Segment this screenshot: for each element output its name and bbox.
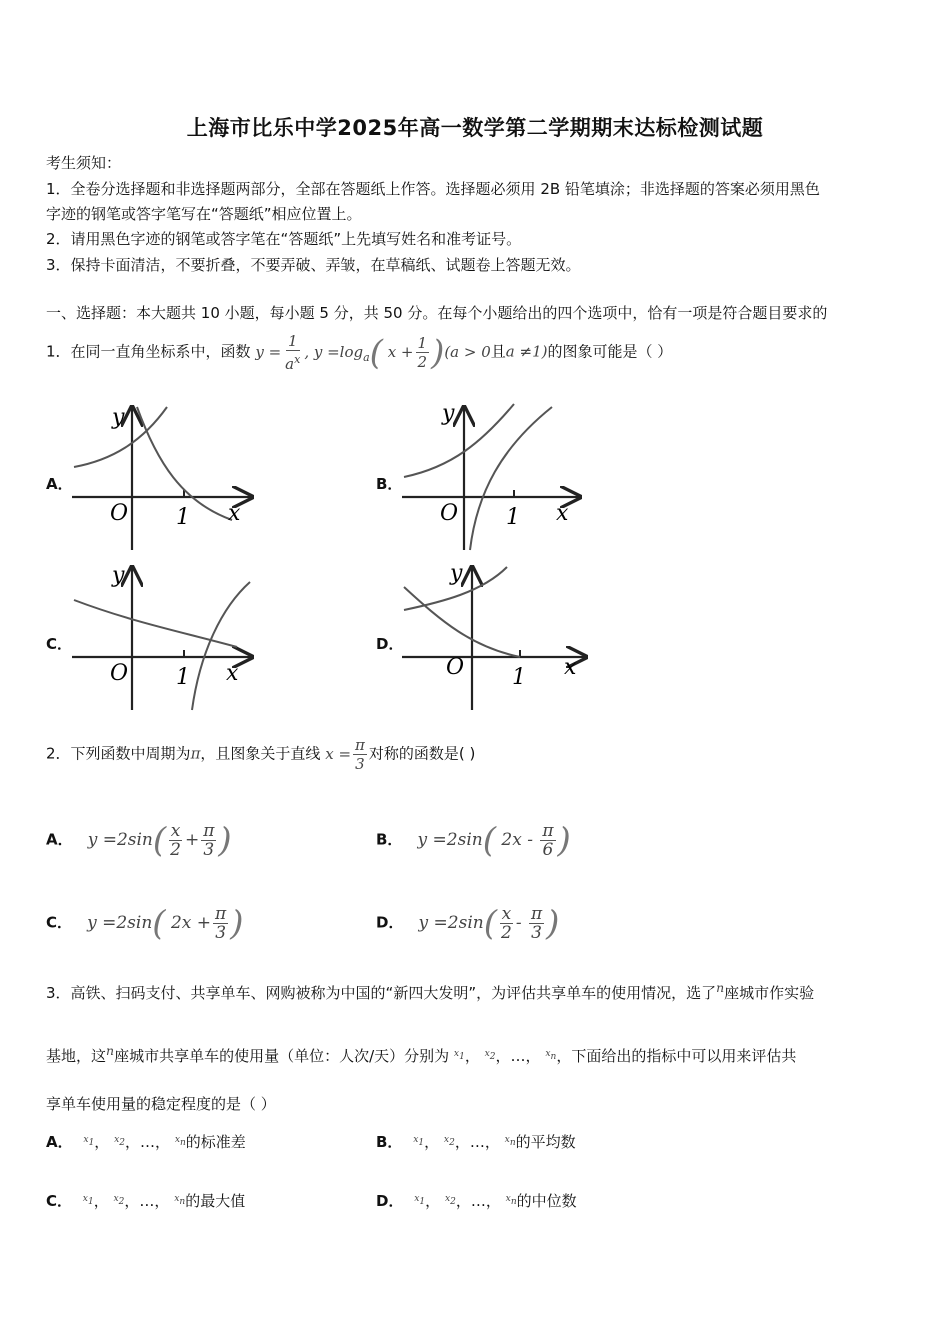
tick-one-label: 1 (176, 665, 190, 690)
q3-option-c: C． $^{x1}$， $^{x2}$，…， $^{xn}$的最大值 (46, 1192, 246, 1210)
y-axis-label: y (112, 405, 125, 430)
question-1 (46, 332, 672, 373)
tick-one-label: 1 (506, 505, 520, 530)
x-sequence: x1 (453, 1048, 465, 1063)
pi-symbol: π (190, 744, 201, 763)
n-variable: n (106, 1043, 115, 1058)
q2-formula-a: y =2sin( $\frac{x}{2}$ + $\frac{\pi}{3}$ ) (87, 820, 232, 860)
q2-option-c-label: C． (46, 913, 73, 932)
q2-option-b (376, 820, 571, 860)
q3-option-a: A． $^{x1}$， $^{x2}$，…， $^{xn}$的标准差 (46, 1133, 246, 1151)
question-2 (46, 736, 475, 773)
q1-graph-a (72, 402, 262, 552)
n-variable: n (716, 980, 725, 995)
x-axis-label: x (226, 661, 239, 686)
origin-label: O (110, 661, 129, 686)
q1-option-a-label: A． (46, 475, 73, 493)
q3-option-d: D． $^{x1}$， $^{x2}$，…， $^{xn}$的中位数 (376, 1192, 577, 1210)
notice-heading: 考生须知： (46, 154, 122, 172)
question-2-post: 对称的函数是( ) (368, 744, 476, 763)
page-title: 上海市比乐中学2025年高一数学第二学期期末达标检测试题 (186, 116, 764, 140)
tick-one-label: 1 (512, 665, 526, 690)
y-axis-label: y (442, 402, 455, 426)
q2-formula-b: y =2sin( 2x - $\frac{\pi}{6}$ ) (417, 820, 571, 860)
tick-one-label: 1 (176, 505, 190, 530)
y-axis-label: y (112, 563, 125, 588)
question-3-line-1: 3．高铁、扫码支付、共享单车、网购被称为中国的“新四大发明”，为评估共享单车的使用情况，选了$^n$座城市作实验 (46, 980, 815, 1002)
x-axis-label: x (564, 655, 577, 680)
notice-line-2: 2．请用黑色字迹的钢笔或答字笔在“答题纸”上先填写姓名和准考证号。 (46, 230, 522, 248)
q2-option-c (46, 903, 243, 943)
q3-option-b: B． $^{x1}$， $^{x2}$，…， $^{xn}$的平均数 (376, 1133, 576, 1151)
q1-graph-b (402, 402, 592, 552)
question-1-number: 1． (46, 342, 71, 361)
section-1-heading: 一、选择题：本大题共 10 小题，每小题 5 分，共 50 分。在每个小题给出的四个选项中，恰有一项是符合题目要求的 (46, 304, 828, 322)
q2-option-d (376, 903, 559, 943)
x-axis-label: x (228, 501, 241, 526)
q1-graph-c (72, 562, 262, 712)
q1-option-b-label: B． (376, 475, 403, 493)
q2-line-formula: x = $\frac{\pi}{3}$ (325, 736, 365, 773)
question-3-line-2: 基地，这$^n$座城市共享单车的使用量（单位：人次/天）分别为 $^{x1}$， $^{x2}$，…， $^{xn}$，下面给出的指标中可以用来评估共 (46, 1043, 797, 1065)
q2-option-a (46, 820, 232, 860)
q1-graph-d (402, 562, 592, 712)
question-3-number: 3． (46, 984, 71, 1002)
question-1-pre: 在同一直角坐标系中，函数 (70, 342, 251, 361)
origin-label: O (110, 501, 129, 526)
origin-label: O (446, 655, 465, 680)
y-axis-label: y (450, 562, 463, 586)
origin-label: O (440, 501, 459, 526)
question-1-and: 且 (490, 342, 506, 361)
q2-formula-d: y =2sin( $\frac{x}{2}$ - $\frac{\pi}{3}$ ) (418, 903, 560, 943)
question-2-mid: ，且图象关于直线 (200, 744, 321, 763)
q2-option-a-label: A． (46, 830, 73, 849)
question-2-number: 2． (46, 744, 71, 763)
question-3-line-3: 享单车使用量的稳定程度的是（ ） (46, 1095, 276, 1113)
question-1-post: 的图象可能是（ ） (547, 342, 673, 361)
q1-condition: a ≠1) (505, 342, 548, 361)
notice-line-1a: 1．全卷分选择题和非选择题两部分，全部在答题纸上作答。选择题必须用 2B 铅笔填涂；非选择题的答案必须用黑色 (46, 180, 820, 198)
q2-formula-c: y =2sin( 2x + $\frac{\pi}{3}$ ) (87, 903, 244, 943)
q1-formula: y = $\frac{1}{a^x}$ , $y =\log_a$( x + $\frac{1}{2}$ )(a > 0 (255, 332, 491, 373)
q2-option-d-label: D． (376, 913, 404, 932)
x-axis-label: x (556, 501, 569, 526)
q1-option-c-label: C． (46, 635, 73, 653)
q2-option-b-label: B． (376, 830, 403, 849)
notice-line-1b: 字迹的钢笔或答字笔写在“答题纸”相应位置上。 (46, 205, 362, 223)
notice-line-3: 3．保持卡面清洁，不要折叠，不要弄破、弄皱，在草稿纸、试题卷上答题无效。 (46, 256, 581, 274)
q1-option-d-label: D． (376, 635, 404, 653)
question-2-pre: 下列函数中周期为 (70, 744, 191, 763)
